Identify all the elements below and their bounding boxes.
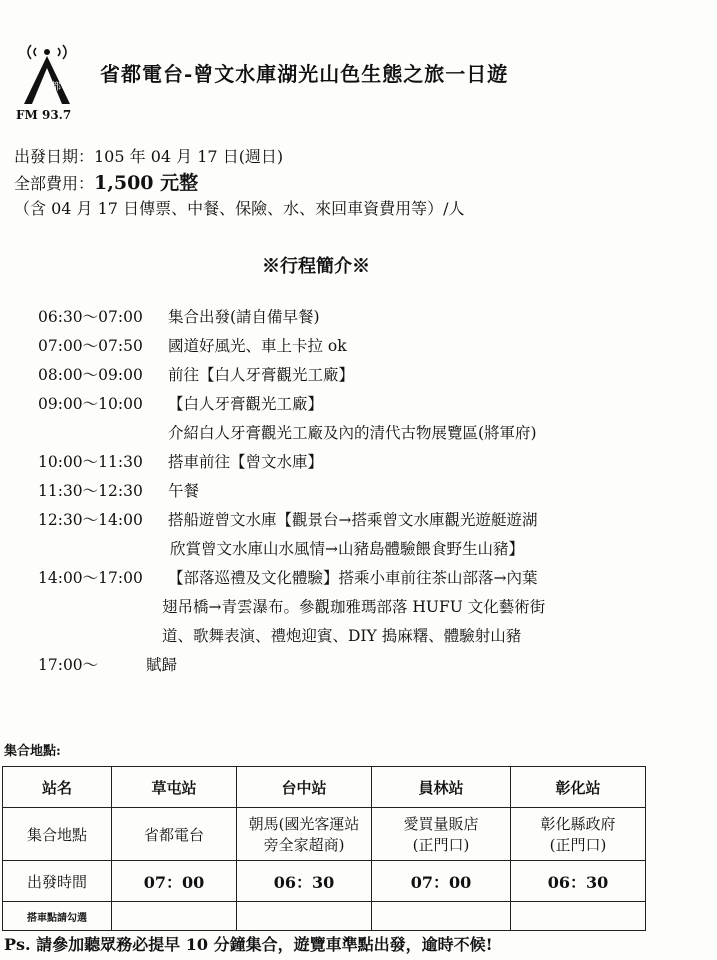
pickup-checkbox-cell[interactable] <box>511 902 646 931</box>
radio-tower-icon <box>14 38 80 112</box>
pickup-checkbox-cell[interactable] <box>237 902 372 931</box>
page-title: 省都電台-曾文水庫湖光山色生態之旅一日遊 <box>100 62 509 86</box>
itinerary-desc: 搭船遊曾文水庫【觀景台→搭乘曾文水庫觀光遊艇遊湖 <box>168 511 538 529</box>
table-cell: 06：30 <box>511 861 646 902</box>
table-row <box>3 808 646 861</box>
itinerary-desc: 集合出發(請自備早餐) <box>168 308 320 326</box>
meeting-label: 集合地點: <box>4 744 61 759</box>
itinerary-row <box>38 537 678 566</box>
station-logo <box>14 38 80 124</box>
itinerary-desc: 翅吊橋→青雲瀑布。參觀珈雅瑪部落 HUFU 文化藝術街 <box>162 598 546 616</box>
row-label: 集合地點 <box>3 808 112 861</box>
table-header: 站名 <box>3 767 112 808</box>
row-label: 搭車點請勾選 <box>3 902 112 931</box>
table-header-row <box>3 767 646 808</box>
itinerary-time: 17:00～ <box>38 656 99 674</box>
itinerary-row <box>38 566 678 595</box>
row-label: 出發時間 <box>3 861 112 902</box>
itinerary-desc: 前往【白人牙膏觀光工廠】 <box>168 366 355 384</box>
itinerary-desc: 國道好風光、車上卡拉 ok <box>168 337 347 355</box>
itinerary-desc: 欣賞曾文水庫山水風情→山豬島體驗餵食野生山豬】 <box>170 540 524 558</box>
itinerary-time: 14:00～17:00 <box>38 569 143 587</box>
fee-line <box>14 168 198 195</box>
itinerary-title: ※行程簡介※ <box>262 256 370 277</box>
itinerary-time: 07:00～07:50 <box>38 337 143 355</box>
itinerary-time: 10:00～11:30 <box>38 453 143 471</box>
table-header: 員林站 <box>372 767 511 808</box>
footer-note: Ps. 請參加聽眾務必提早 10 分鐘集合，遊覽車準點出發，逾時不候! <box>4 935 493 954</box>
table-cell: 愛買量販店(正門口) <box>372 808 511 861</box>
table-cell: 朝馬(國光客運站旁全家超商) <box>237 808 372 861</box>
itinerary-time: 08:00～09:00 <box>38 366 143 384</box>
logo-frequency: FM 93.7 <box>16 108 72 122</box>
table-cell: 06：30 <box>237 861 372 902</box>
table-header: 台中站 <box>237 767 372 808</box>
itinerary-row <box>38 334 678 363</box>
fee-value: 1,500 元整 <box>94 172 199 194</box>
table-cell: 07：00 <box>372 861 511 902</box>
itinerary-row <box>38 508 678 537</box>
itinerary-desc: 介紹白人牙膏觀光工廠及內的清代古物展覽區(將軍府) <box>168 424 537 442</box>
itinerary-desc: 午餐 <box>168 482 200 500</box>
itinerary-time: 09:00～10:00 <box>38 395 143 413</box>
itinerary-row <box>38 479 678 508</box>
pickup-checkbox-cell[interactable] <box>372 902 511 931</box>
itinerary-desc: 【白人牙膏觀光工廠】 <box>168 395 324 413</box>
table-header: 草屯站 <box>112 767 237 808</box>
table-cell: 省都電台 <box>112 808 237 861</box>
itinerary-time: 11:30～12:30 <box>38 482 143 500</box>
table-row <box>3 861 646 902</box>
table-row <box>3 902 646 931</box>
logo-text: 省都 <box>41 82 61 93</box>
table-cell: 07：00 <box>112 861 237 902</box>
table-header: 彰化站 <box>511 767 646 808</box>
itinerary-row <box>38 595 678 624</box>
itinerary-time: 12:30～14:00 <box>38 511 143 529</box>
pickup-checkbox-cell[interactable] <box>112 902 237 931</box>
itinerary-row <box>38 421 678 450</box>
itinerary-desc: 【部落巡禮及文化體驗】搭乘小車前往茶山部落→內葉 <box>168 569 538 587</box>
itinerary-row <box>38 624 678 653</box>
itinerary-desc: 賦歸 <box>146 656 178 674</box>
fee-label: 全部費用： <box>14 174 95 193</box>
table-cell: 彰化縣政府(正門口) <box>511 808 646 861</box>
itinerary-desc: 道、歌舞表演、禮炮迎賓、DIY 搗麻糬、體驗射山豬 <box>162 627 522 645</box>
meeting-table <box>2 766 646 931</box>
itinerary-list <box>38 305 678 682</box>
departure-date: 出發日期：105 年 04 月 17 日(週日) <box>14 147 284 166</box>
itinerary-row <box>38 450 678 479</box>
itinerary-row <box>38 392 678 421</box>
itinerary-row <box>38 305 678 334</box>
itinerary-desc: 搭車前往【曾文水庫】 <box>168 453 324 471</box>
itinerary-row <box>38 363 678 392</box>
itinerary-time: 06:30～07:00 <box>38 308 143 326</box>
itinerary-row <box>38 653 678 682</box>
fee-note: （含 04 月 17 日傳票、中餐、保險、水、來回車資費用等）/人 <box>14 199 465 218</box>
